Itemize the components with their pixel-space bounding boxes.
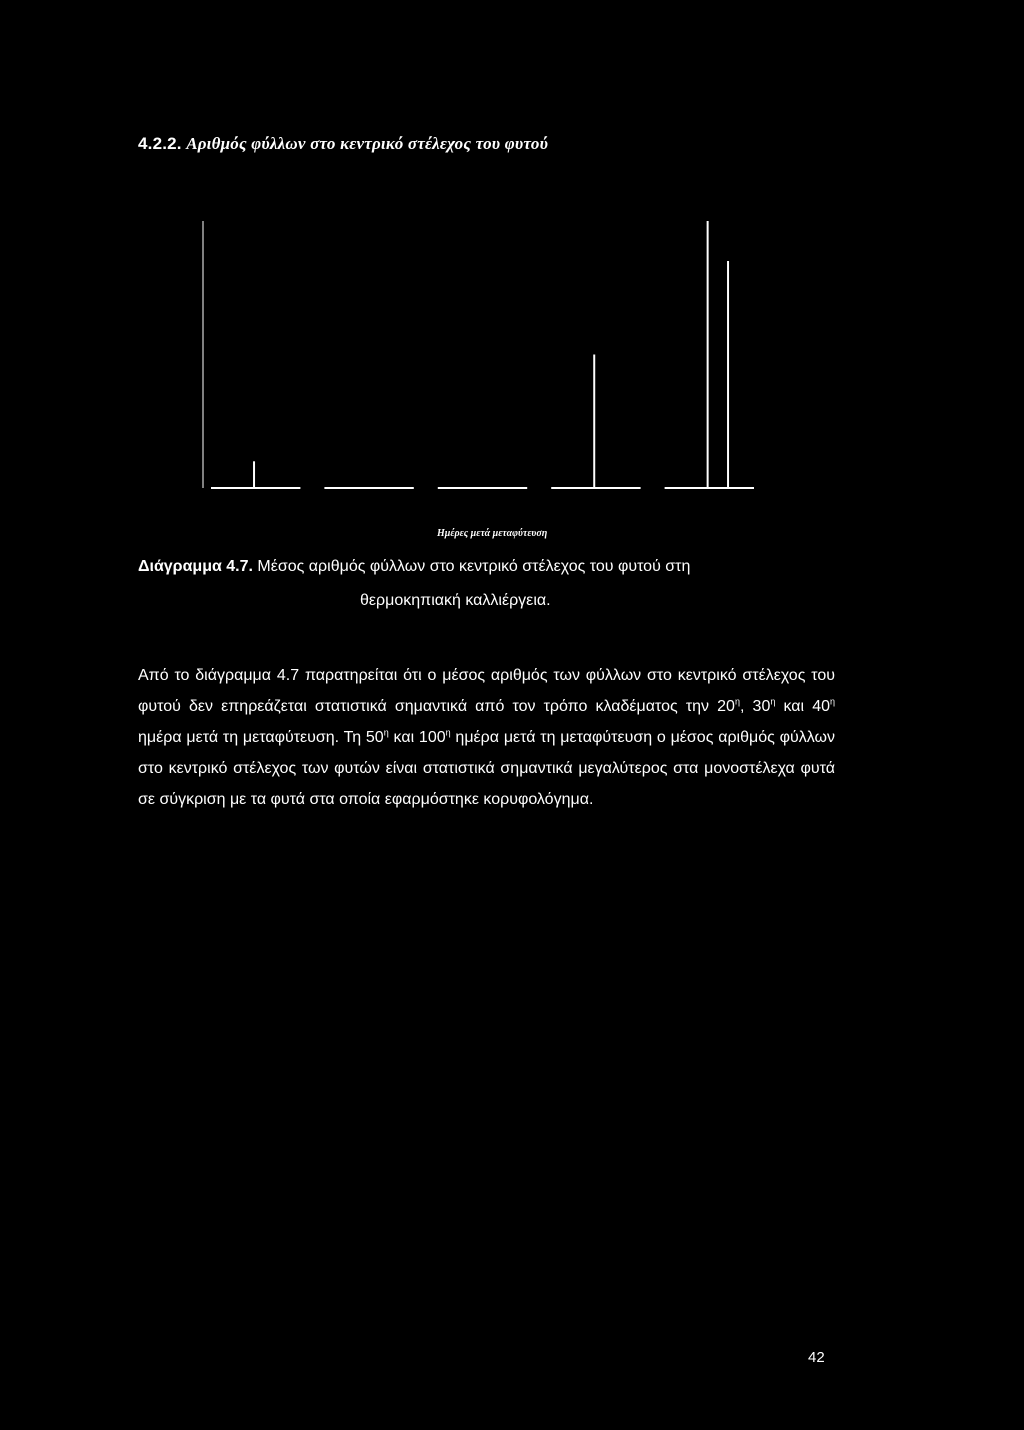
paragraph-text: και 100 [388,729,446,746]
page-number: 42 [808,1349,825,1366]
figure-caption [138,558,888,610]
leaf-count-chart [0,0,1024,560]
ordinal-suffix: η [830,696,836,707]
paragraph-text: ημέρα μετά τη μεταφύτευση ο μέσος αριθμός φύλλων στο κεντρικό στέλεχος των φυτών είναι στατιστικά σημαντικά μεγαλύτερος στα μονοστέλεχα φυτά σε σύγκριση με τα φυτά στα οποία εφαρμόστηκε κορυφολόγημα. [138,729,835,808]
x-axis-label: Ημέρες μετά μεταφύτευση [437,528,548,539]
ordinal-suffix: η [445,727,451,738]
section-title: Αριθμός φύλλων στο κεντρικό στέλεχος του φυτού [186,134,549,153]
ordinal-suffix: η [770,696,776,707]
caption-text-continued: θερμοκηπιακή καλλιέργεια. [360,592,551,609]
paragraph-text: και 40 [775,698,830,715]
section-number: 4.2.2. [138,134,182,153]
body-paragraph [138,660,835,815]
caption-label: Διάγραμμα 4.7. [138,558,253,575]
paragraph-text: Από το διάγραμμα 4.7 παρατηρείται ότι ο μέσος αριθμός των φύλλων στο κεντρικό στέλεχος του φυτού δεν επηρεάζεται στατιστικά σημαντικά από τον τρόπο κλαδέματος την 20 [138,667,835,715]
paragraph-text: , 30 [739,698,771,715]
ordinal-suffix: η [734,696,740,707]
caption-text: Μέσος αριθμός φύλλων στο κεντρικό στέλεχος του φυτού στη [252,558,691,575]
ordinal-suffix: η [383,727,389,738]
paragraph-text: ημέρα μετά τη μεταφύτευση. Τη 50 [138,729,384,746]
